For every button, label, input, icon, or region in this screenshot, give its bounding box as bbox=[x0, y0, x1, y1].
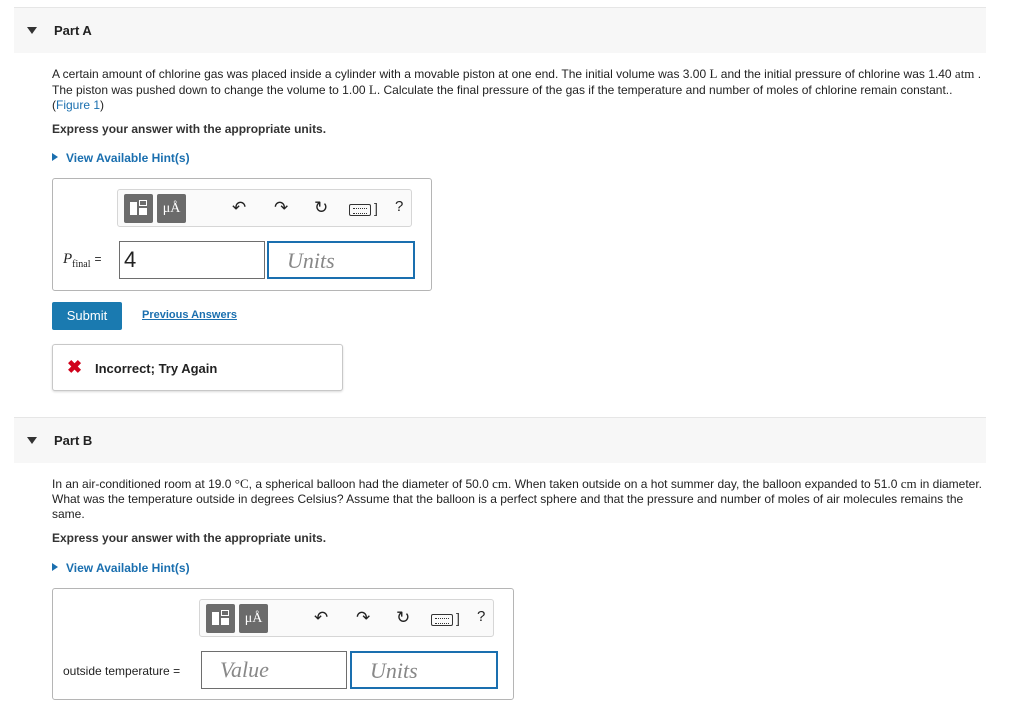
part-b-hint-toggle[interactable]: View Available Hint(s) bbox=[52, 561, 190, 575]
part-a-title: Part A bbox=[54, 23, 92, 38]
undo-icon[interactable]: ↶ bbox=[232, 198, 247, 217]
collapse-caret-icon[interactable] bbox=[27, 27, 37, 34]
templates-button[interactable] bbox=[206, 604, 235, 633]
part-a-express: Express your answer with the appropriate units. bbox=[52, 122, 327, 136]
reset-icon[interactable]: ↻ bbox=[314, 198, 329, 217]
part-b-express: Express your answer with the appropriate units. bbox=[52, 531, 327, 545]
p-final-label: $P_{final}$ = bbox=[63, 251, 102, 270]
collapse-caret-icon[interactable] bbox=[27, 437, 37, 444]
part-b-header[interactable] bbox=[14, 417, 986, 463]
keyboard-icon[interactable] bbox=[349, 204, 371, 216]
keyboard-bracket: ] bbox=[374, 200, 378, 216]
part-a-toolbar bbox=[117, 189, 412, 227]
part-a-header[interactable] bbox=[14, 7, 986, 53]
part-a-problem: A certain amount of chlorine gas was placed inside a cylinder with a movable piston at one end. The initial volume was 3.00 L and the initial pressure of chlorine was 1.40 atm . The piston was pushed down to change the volume to 1.00 L. Calculate the final pressure of the gas if the temperature and number of moles of chlorine remain constant.. (Figure 1) bbox=[52, 66, 982, 112]
help-icon[interactable]: ? bbox=[477, 608, 486, 625]
templates-button[interactable] bbox=[124, 194, 153, 223]
part-b-toolbar bbox=[199, 599, 494, 637]
figure-link[interactable]: Figure 1 bbox=[56, 98, 101, 112]
help-icon[interactable]: ? bbox=[395, 198, 404, 215]
feedback-message: Incorrect; Try Again bbox=[95, 361, 218, 376]
submit-button[interactable]: Submit bbox=[52, 302, 122, 330]
keyboard-bracket: ] bbox=[456, 610, 460, 626]
part-b-title: Part B bbox=[54, 433, 93, 448]
previous-answers-link[interactable]: Previous Answers bbox=[142, 309, 237, 321]
keyboard-icon[interactable] bbox=[431, 614, 453, 626]
outside-temperature-label: outside temperature = bbox=[63, 664, 181, 678]
units-input[interactable]: Units bbox=[267, 241, 415, 279]
value-input[interactable]: 4 bbox=[119, 241, 265, 279]
units-input[interactable]: Units bbox=[350, 651, 498, 689]
value-input[interactable]: Value bbox=[201, 651, 347, 689]
undo-icon[interactable]: ↶ bbox=[314, 608, 329, 627]
feedback-box bbox=[52, 344, 343, 391]
units-button[interactable]: μÅ bbox=[157, 194, 186, 223]
incorrect-x-icon: ✖ bbox=[67, 357, 83, 377]
redo-icon[interactable]: ↷ bbox=[274, 198, 289, 217]
part-b-problem: In an air-conditioned room at 19.0 °C, a spherical balloon had the diameter of 50.0 cm. When taken outside on a hot summer day, the balloon expanded to 51.0 cm in diameter. What was the temperature outside in degrees Celsius? Assume that the balloon is a perfect sphere and that the pressure and number of moles of air molecules remains the same. bbox=[52, 476, 983, 521]
expand-triangle-icon bbox=[52, 153, 58, 161]
units-button[interactable]: μÅ bbox=[239, 604, 268, 633]
reset-icon[interactable]: ↻ bbox=[396, 608, 411, 627]
part-a-answer-box bbox=[52, 178, 432, 291]
expand-triangle-icon bbox=[52, 563, 58, 571]
part-b-answer-box bbox=[52, 588, 514, 700]
redo-icon[interactable]: ↷ bbox=[356, 608, 371, 627]
part-a-hint-toggle[interactable]: View Available Hint(s) bbox=[52, 151, 190, 165]
